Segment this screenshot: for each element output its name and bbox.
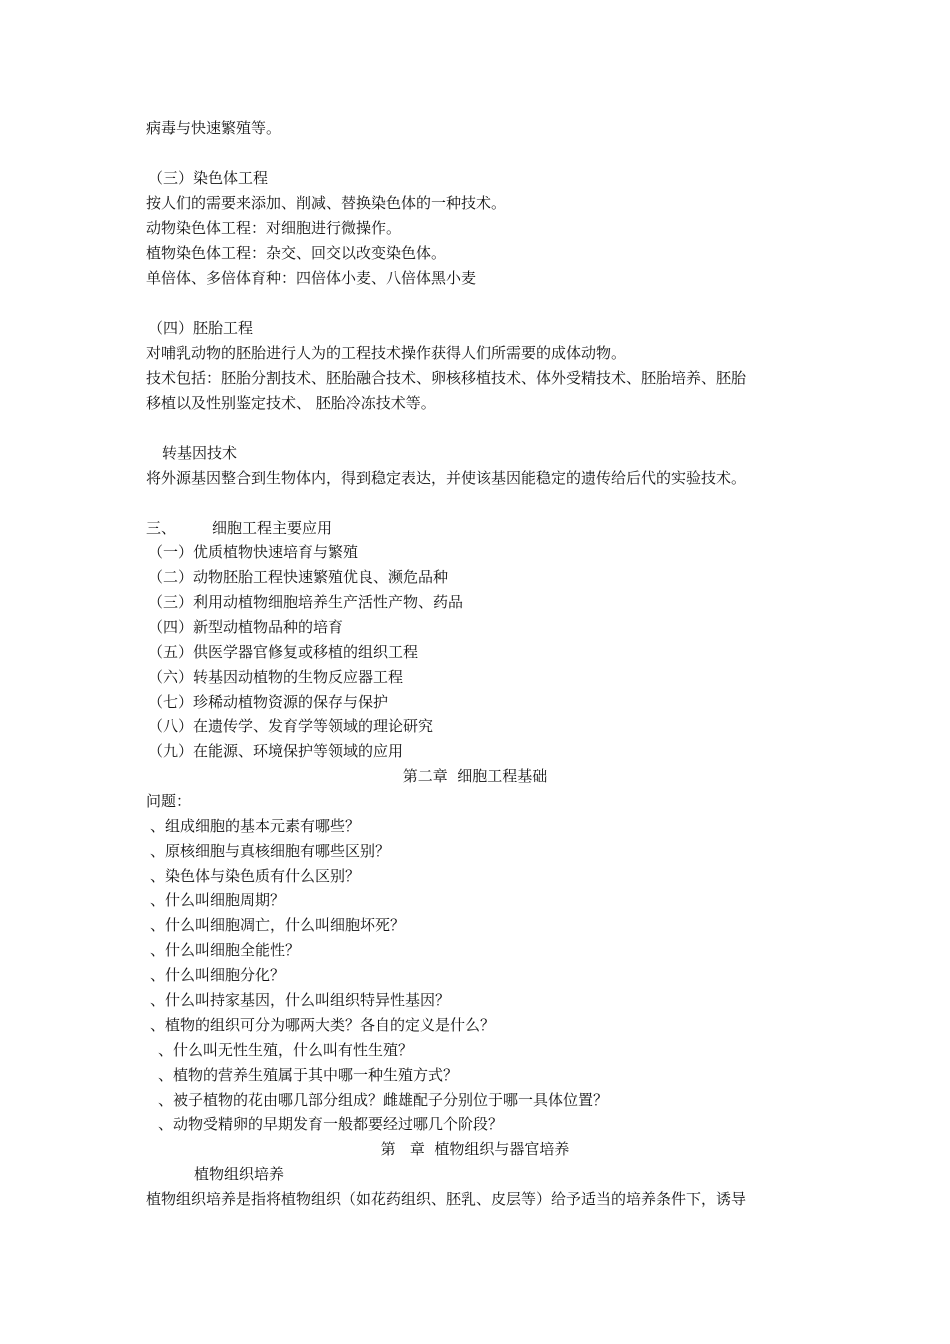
question-item: 、原核细胞与真核细胞有哪些区别？: [150, 842, 391, 860]
paragraph-line: 单倍体、多倍体育种：四倍体小麦、八倍体黑小麦: [146, 269, 477, 287]
list-item: （七）珍稀动植物资源的保存与保护: [148, 693, 389, 711]
question-item: 、什么叫细胞凋亡，什么叫细胞坏死？: [150, 916, 406, 934]
paragraph-line: 动物染色体工程：对细胞进行微操作。: [146, 219, 402, 237]
question-item: 、什么叫细胞分化？: [150, 966, 286, 984]
question-item: 、植物的组织可分为哪两大类？各自的定义是什么？: [150, 1016, 496, 1034]
questions-label: 问题：: [146, 792, 192, 810]
subsection-heading: 植物组织培养: [194, 1165, 285, 1183]
question-item: 、组成细胞的基本元素有哪些？: [150, 817, 361, 835]
section-heading-chromosome-engineering: （三）染色体工程: [148, 169, 269, 187]
paragraph-line: 对哺乳动物的胚胎进行人为的工程技术操作获得人们所需要的成体动物。: [146, 344, 627, 362]
paragraph-line: 按人们的需要来添加、削减、替换染色体的一种技术。: [146, 194, 507, 212]
question-item: 、什么叫细胞全能性？: [150, 941, 301, 959]
question-item: 、什么叫细胞周期？: [150, 891, 286, 909]
paragraph-line: 植物组织培养是指将植物组织（如花药组织、胚乳、皮层等）给予适当的培养条件下，诱导: [146, 1190, 747, 1208]
question-item: 、什么叫持家基因，什么叫组织特异性基因？: [150, 991, 451, 1009]
question-item: 、植物的营养生殖属于其中哪一种生殖方式？: [158, 1066, 459, 1084]
list-item: （八）在遗传学、发育学等领域的理论研究: [148, 717, 434, 735]
section-heading-embryo-engineering: （四）胚胎工程: [148, 319, 254, 337]
paragraph-line: 植物染色体工程：杂交、回交以改变染色体。: [146, 244, 447, 262]
list-item: （三）利用动植物细胞培养生产活性产物、药品: [148, 593, 464, 611]
section-heading-applications: 细胞工程主要应用: [212, 519, 333, 537]
list-item: （六）转基因动植物的生物反应器工程: [148, 668, 404, 686]
question-item: 、什么叫无性生殖，什么叫有性生殖？: [158, 1041, 414, 1059]
list-item: （五）供医学器官修复或移植的组织工程: [148, 643, 419, 661]
list-item: （二）动物胚胎工程快速繁殖优良、濒危品种: [148, 568, 449, 586]
list-item: （四）新型动植物品种的培育: [148, 618, 344, 636]
chapter-title: 第二章 细胞工程基础: [402, 767, 548, 785]
list-item: （一）优质植物快速培育与繁殖: [148, 543, 359, 561]
section-heading-transgenic: 转基因技术: [162, 444, 238, 462]
question-item: 、染色体与染色质有什么区别？: [150, 867, 361, 885]
question-item: 、动物受精卵的早期发育一般都要经过哪几个阶段？: [158, 1115, 504, 1133]
question-item: 、被子植物的花由哪几部分组成？雌雄配子分别位于哪一具体位置？: [158, 1091, 609, 1109]
paragraph-line: 移植以及性别鉴定技术、 胚胎冷冻技术等。: [146, 394, 436, 412]
paragraph-line: 将外源基因整合到生物体内，得到稳定表达，并使该基因能稳定的遗传给后代的实验技术。: [146, 469, 747, 487]
paragraph-line: 技术包括：胚胎分割技术、胚胎融合技术、卵核移植技术、体外受精技术、胚胎培养、胚胎: [146, 369, 747, 387]
paragraph-tail: 病毒与快速繁殖等。: [146, 119, 282, 137]
section-number: 三、: [146, 519, 177, 537]
chapter-title: 第 章 植物组织与器官培养: [380, 1140, 570, 1158]
list-item: （九）在能源、环境保护等领域的应用: [148, 742, 404, 760]
